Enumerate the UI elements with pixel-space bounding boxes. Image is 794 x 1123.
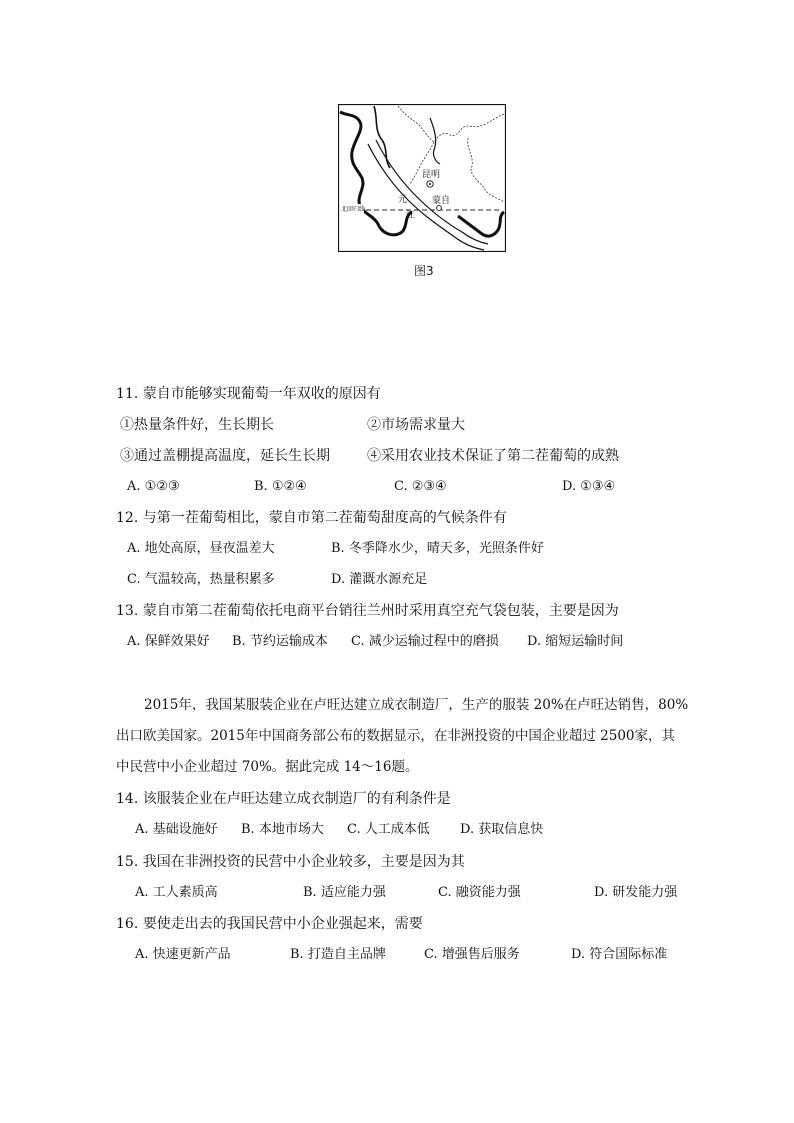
- q11-option-a[interactable]: A. ①②③: [127, 479, 180, 494]
- passage-line-3: 中民营中小企业超过 70%。据此完成 14～16题。: [116, 759, 419, 775]
- q11-option-d[interactable]: D. ①③④: [562, 479, 616, 494]
- q12-option-d[interactable]: D. 灌溉水源充足: [331, 572, 428, 587]
- q14-option-a[interactable]: A. 基础设施好: [135, 822, 218, 837]
- yuan-label: 元: [398, 195, 408, 205]
- map-svg: [338, 104, 506, 252]
- map-figure: [338, 104, 506, 252]
- q11-stem: 11. 蒙自市能够实现葡萄一年双收的原因有: [116, 386, 381, 402]
- q15-option-d[interactable]: D. 研发能力强: [594, 885, 678, 900]
- q13-option-b[interactable]: B. 节约运输成本: [232, 634, 328, 649]
- kunming-label: 昆明: [422, 170, 441, 180]
- q11-statement-4: ④采用农业技术保证了第二茬葡萄的成熟: [367, 448, 619, 464]
- q14-option-c[interactable]: C. 人工成本低: [347, 822, 430, 837]
- q11-statement-3: ③通过盖棚提高温度，延长生长期: [120, 448, 330, 464]
- q12-option-a[interactable]: A. 地处高原，昼夜温差大: [127, 541, 275, 556]
- mengzi-marker: [437, 206, 442, 211]
- q11-statement-2: ②市场需求量大: [367, 417, 465, 433]
- q12-stem: 12. 与第一茬葡萄相比，蒙自市第二茬葡萄甜度高的气候条件有: [116, 510, 507, 526]
- mengzi-label: 蒙自: [432, 196, 451, 206]
- q15-option-a[interactable]: A. 工人素质高: [135, 885, 218, 900]
- q13-stem: 13. 蒙自市第二茬葡萄依托电商平台销往兰州时采用真空充气袋包装，主要是因为: [116, 603, 619, 619]
- q16-option-c[interactable]: C. 增强售后服务: [424, 947, 520, 962]
- q11-option-b[interactable]: B. ①②④: [254, 479, 307, 494]
- q12-option-c[interactable]: C. 气温较高，热量积累多: [127, 572, 275, 587]
- q16-option-b[interactable]: B. 打造自主品牌: [290, 947, 386, 962]
- q15-option-c[interactable]: C. 融资能力强: [438, 885, 521, 900]
- q13-option-a[interactable]: A. 保鲜效果好: [127, 634, 210, 649]
- passage-line-2: 出口欧美国家。2015年中国商务部公布的数据显示，在非洲投资的中国企业超过 2500家，其: [116, 728, 676, 744]
- q11-statement-1: ①热量条件好，生长期长: [120, 417, 274, 433]
- q14-option-d[interactable]: D. 获取信息快: [460, 822, 544, 837]
- q13-option-c[interactable]: C. 减少运输过程中的磨损: [351, 634, 499, 649]
- q16-stem: 16. 要使走出去的我国民营中小企业强起来，需要: [116, 916, 423, 932]
- q13-option-d[interactable]: D. 缩短运输时间: [527, 634, 624, 649]
- passage-line-1: 2015年，我国某服装企业在卢旺达建立成衣制造厂，生产的服装 20%在卢旺达销售，80%: [144, 697, 689, 713]
- figure-caption: 图3: [414, 264, 434, 278]
- q11-option-c[interactable]: C. ②③④: [394, 479, 447, 494]
- q16-option-d[interactable]: D. 符合国际标准: [571, 947, 668, 962]
- jiang-label: 江: [406, 211, 416, 221]
- q15-stem: 15. 我国在非洲投资的民营中小企业较多，主要是因为其: [116, 854, 465, 870]
- q14-option-b[interactable]: B. 本地市场大: [241, 822, 324, 837]
- q15-option-b[interactable]: B. 适应能力强: [303, 885, 386, 900]
- q12-option-b[interactable]: B. 冬季降水少，晴天多，光照条件好: [331, 541, 544, 556]
- q16-option-a[interactable]: A. 快速更新产品: [135, 947, 231, 962]
- tropic-label: 北回归线: [341, 206, 366, 213]
- q14-stem: 14. 该服装企业在卢旺达建立成衣制造厂的有利条件是: [116, 791, 451, 807]
